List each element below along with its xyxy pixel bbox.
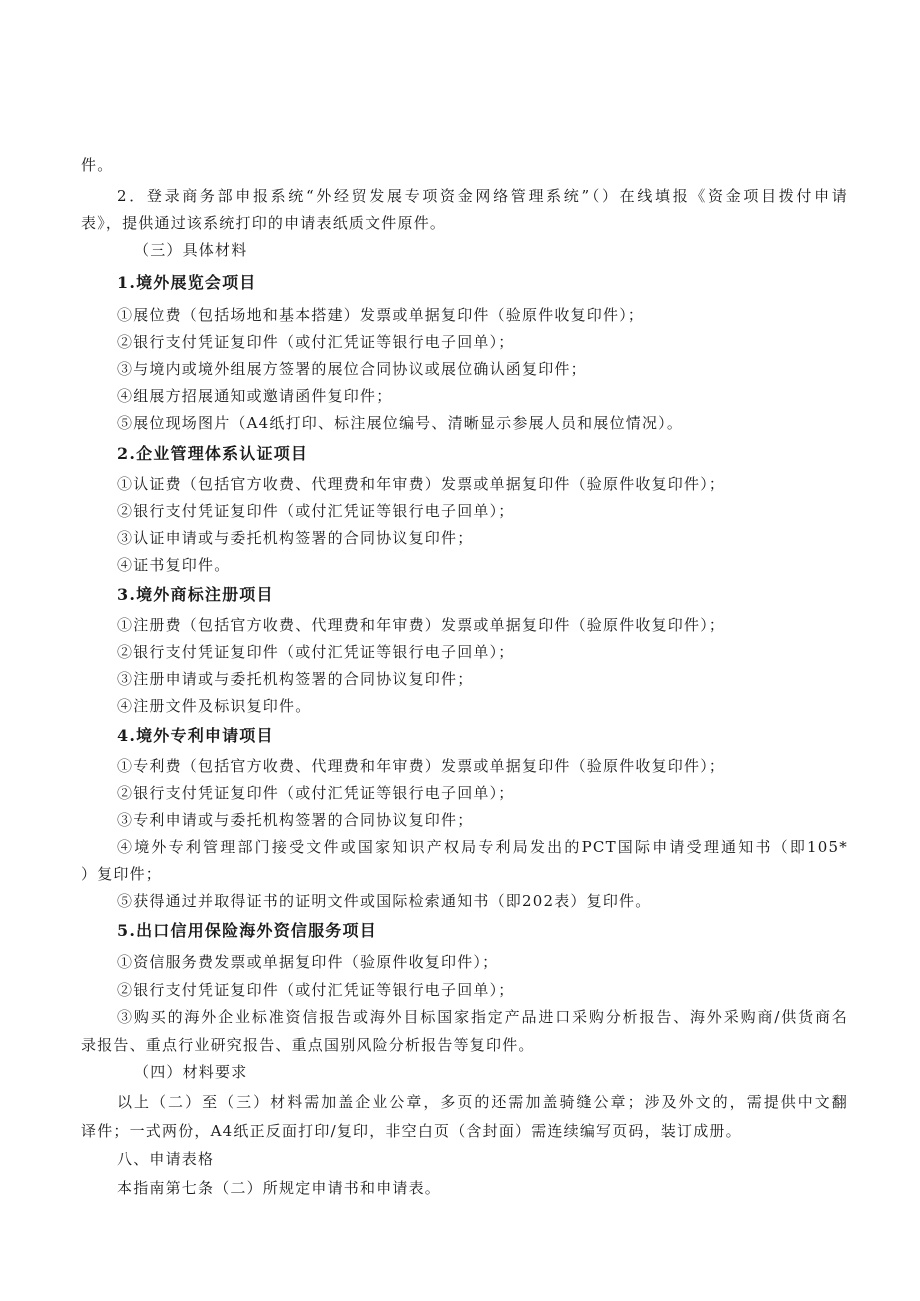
list-item: ①注册费（包括官方收费、代理费和年审费）发票或单据复印件（验原件收复印件）； [117, 616, 726, 634]
paragraph-line: 2．登录商务部申报系统“外经贸发展专项资金网络管理系统”（）在线填报《资金项目拨付申请 [117, 187, 848, 205]
item-heading: 1.境外展览会项目 [117, 273, 257, 292]
paragraph-line: 本指南第七条（二）所规定申请书和申请表。 [117, 1179, 442, 1197]
list-item: ③购买的海外企业标准资信报告或海外目标国家指定产品进口采购分析报告、海外采购商/供货商名 [117, 1008, 848, 1026]
list-item: ②银行支付凭证复印件（或付汇凭证等银行电子回单）； [117, 981, 515, 999]
item-heading: 5.出口信用保险海外资信服务项目 [117, 921, 377, 940]
list-item-continued: 录报告、重点行业研究报告、重点国别风险分析报告等复印件。 [81, 1036, 535, 1054]
section-heading: 八、申请表格 [117, 1150, 215, 1168]
list-item: ③认证申请或与委托机构签署的合同协议复印件； [117, 529, 474, 547]
section-heading: （四）材料要求 [134, 1063, 248, 1081]
list-item: ②银行支付凭证复印件（或付汇凭证等银行电子回单）； [117, 643, 515, 661]
item-heading: 4.境外专利申请项目 [117, 726, 274, 745]
paragraph-line: 译件；一式两份，A4纸正反面打印/复印，非空白页（含封面）需连续编写页码，装订成册。 [81, 1122, 742, 1140]
list-item: ①资信服务费发票或单据复印件（验原件收复印件）； [117, 953, 499, 971]
list-item: ②银行支付凭证复印件（或付汇凭证等银行电子回单）； [117, 333, 515, 351]
list-item: ④注册文件及标识复印件。 [117, 697, 312, 715]
list-item: ②银行支付凭证复印件（或付汇凭证等银行电子回单）； [117, 784, 515, 802]
list-item: ④组展方招展通知或邀请函件复印件； [117, 387, 393, 405]
list-item: ④境外专利管理部门接受文件或国家知识产权局专利局发出的PCT国际申请受理通知书（即105* [117, 838, 848, 856]
list-item: ①展位费（包括场地和基本搭建）发票或单据复印件（验原件收复印件）； [117, 306, 645, 324]
list-item-continued: ）复印件； [81, 865, 163, 883]
list-item: ⑤获得通过并取得证书的证明文件或国际检索通知书（即202表）复印件。 [117, 892, 652, 910]
list-item: ②银行支付凭证复印件（或付汇凭证等银行电子回单）； [117, 502, 515, 520]
item-heading: 2.企业管理体系认证项目 [117, 444, 309, 463]
list-item: ①认证费（包括官方收费、代理费和年审费）发票或单据复印件（验原件收复印件）； [117, 475, 726, 493]
list-item: ③专利申请或与委托机构签署的合同协议复印件； [117, 811, 474, 829]
list-item: ③注册申请或与委托机构签署的合同协议复印件； [117, 670, 474, 688]
paragraph-line: 件。 [81, 156, 114, 174]
paragraph-line: 表》，提供通过该系统打印的申请表纸质文件原件。 [81, 214, 447, 232]
paragraph-line: 以上（二）至（三）材料需加盖企业公章，多页的还需加盖骑缝公章；涉及外文的，需提供中文翻 [117, 1093, 848, 1111]
list-item: ①专利费（包括官方收费、代理费和年审费）发票或单据复印件（验原件收复印件）； [117, 757, 726, 775]
section-heading: （三）具体材料 [134, 241, 248, 259]
list-item: ④证书复印件。 [117, 556, 231, 574]
list-item: ③与境内或境外组展方签署的展位合同协议或展位确认函复印件； [117, 360, 587, 378]
list-item: ⑤展位现场图片（A4纸打印、标注展位编号、清晰显示参展人员和展位情况）。 [117, 414, 684, 432]
item-heading: 3.境外商标注册项目 [117, 585, 274, 604]
